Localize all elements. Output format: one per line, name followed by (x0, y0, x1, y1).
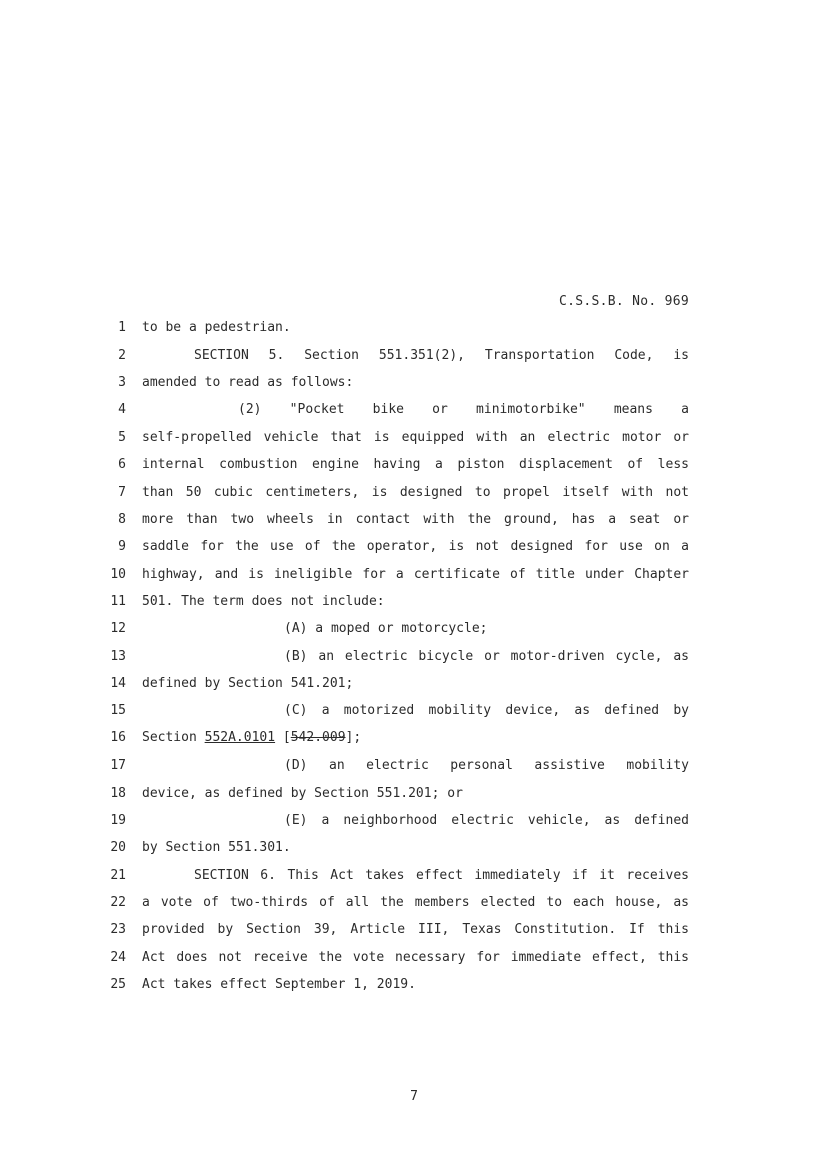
line-text: 501. The term does not include: (142, 594, 385, 609)
bill-line (0, 320, 828, 340)
line-text: (A) a moped or motorcycle; (284, 621, 488, 636)
bill-line (0, 895, 828, 915)
bill-line (0, 813, 828, 833)
bill-line (0, 730, 828, 750)
bill-line (0, 950, 828, 970)
line-text: highway, and is ineligible for a certificate of title under Chapter (142, 567, 689, 582)
bill-line (0, 840, 828, 860)
line-number: 13 (110, 649, 126, 664)
bracket-close: ]; (345, 730, 362, 745)
bill-line (0, 539, 828, 559)
bill-line (0, 786, 828, 806)
bill-line (0, 430, 828, 450)
line-text: SECTION 5. Section 551.351(2), Transportation Code, is (194, 348, 689, 363)
line-text: (E) a neighborhood electric vehicle, as defined (284, 813, 689, 828)
line-text: self-propelled vehicle that is equipped with an electric motor or (142, 430, 689, 445)
line-number: 7 (118, 485, 126, 500)
line-number: 24 (110, 950, 126, 965)
line-text (142, 730, 689, 745)
line-text: (C) a motorized mobility device, as defined by (284, 703, 689, 718)
line-text: amended to read as follows: (142, 375, 354, 390)
line-text-prefix: Section (142, 730, 205, 745)
line-text: SECTION 6. This Act takes effect immediately if it receives (194, 868, 689, 883)
line-text: (2) "Pocket bike or minimotorbike" means a (238, 402, 689, 417)
line-number: 18 (110, 786, 126, 801)
bill-line (0, 402, 828, 422)
line-number: 19 (110, 813, 126, 828)
bill-line (0, 594, 828, 614)
line-text: device, as defined by Section 551.201; or (142, 786, 463, 801)
bill-line (0, 703, 828, 723)
bill-line (0, 922, 828, 942)
bill-line (0, 621, 828, 641)
bill-number: C.S.S.B. No. 969 (558, 294, 689, 309)
line-text: (B) an electric bicycle or motor-driven cycle, as (284, 649, 689, 664)
line-text: to be a pedestrian. (142, 320, 291, 335)
line-text: Act takes effect September 1, 2019. (142, 977, 416, 992)
line-text: (D) an electric personal assistive mobility (284, 758, 689, 773)
line-text: a vote of two-thirds of all the members elected to each house, as (142, 895, 689, 910)
line-number: 21 (110, 868, 126, 883)
deleted-text: 542.009 (290, 730, 346, 745)
line-number: 5 (118, 430, 126, 445)
page-number: 7 (410, 1089, 418, 1104)
line-number: 20 (110, 840, 126, 855)
bracket-open: [ (275, 730, 291, 745)
bill-line (0, 375, 828, 395)
bill-line (0, 977, 828, 997)
line-number: 12 (110, 621, 126, 636)
bill-line (0, 348, 828, 368)
bill-line (0, 868, 828, 888)
line-number: 3 (118, 375, 126, 390)
bill-line (0, 457, 828, 477)
line-text: than 50 cubic centimeters, is designed to propel itself with not (142, 485, 689, 500)
bill-line (0, 758, 828, 778)
line-number: 16 (110, 730, 126, 745)
line-number: 25 (110, 977, 126, 992)
bill-line (0, 676, 828, 696)
line-text: defined by Section 541.201; (142, 676, 354, 691)
bill-line (0, 512, 828, 532)
line-text: by Section 551.301. (142, 840, 291, 855)
line-number: 10 (110, 567, 126, 582)
line-number: 4 (118, 402, 126, 417)
line-number: 2 (118, 348, 126, 363)
line-text: provided by Section 39, Article III, Texas Constitution. If this (142, 922, 689, 937)
line-text: internal combustion engine having a piston displacement of less (142, 457, 689, 472)
line-number: 14 (110, 676, 126, 691)
bill-line (0, 567, 828, 587)
line-number: 15 (110, 703, 126, 718)
line-number: 6 (118, 457, 126, 472)
line-number: 11 (110, 594, 126, 609)
line-number: 1 (118, 320, 126, 335)
bill-line (0, 649, 828, 669)
line-number: 17 (110, 758, 126, 773)
line-number: 8 (118, 512, 126, 527)
line-number: 22 (110, 895, 126, 910)
line-text: saddle for the use of the operator, is not designed for use on a (142, 539, 689, 554)
line-number: 9 (118, 539, 126, 554)
bill-line (0, 485, 828, 505)
line-number: 23 (110, 922, 126, 937)
line-text: more than two wheels in contact with the ground, has a seat or (142, 512, 689, 527)
line-text: Act does not receive the vote necessary for immediate effect, this (142, 950, 689, 965)
inserted-text: 552A.0101 (204, 730, 276, 745)
